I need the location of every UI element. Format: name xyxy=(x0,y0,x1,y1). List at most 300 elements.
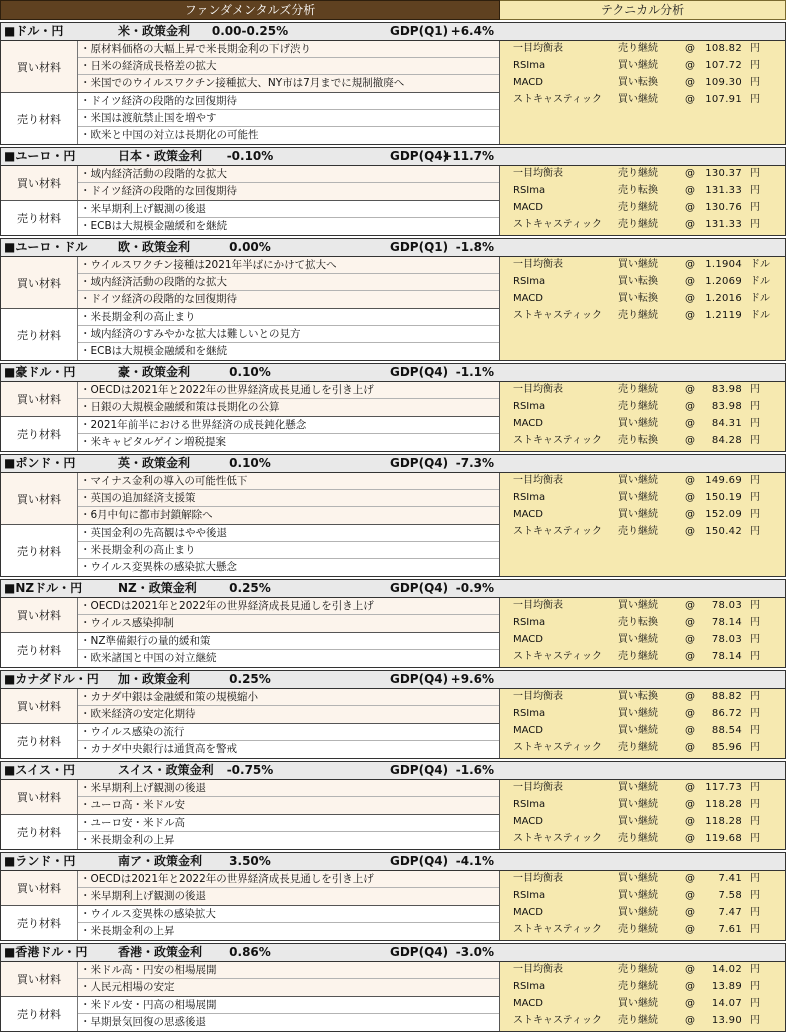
at-sign: @ xyxy=(685,276,695,287)
at-sign: @ xyxy=(685,924,695,935)
indicator-name: ストキャスティック xyxy=(513,219,602,230)
pair-title-row xyxy=(1,454,785,473)
unit-label: 円 xyxy=(750,782,760,793)
sell-factors-label: 売り材料 xyxy=(1,633,78,667)
sell-factors-group xyxy=(1,815,499,849)
gdp-value: -3.0% xyxy=(455,945,494,959)
buy-factors-label: 買い材料 xyxy=(1,689,78,723)
factor-item: ・2021年前半における世界経済の成長鈍化懸念 xyxy=(78,417,499,434)
level-value: 1.2069 xyxy=(705,276,742,287)
unit-label: ドル xyxy=(750,293,770,304)
factor-item: ・マイナス金利の導入の可能性低下 xyxy=(78,473,499,490)
buy-factors-list xyxy=(78,962,499,996)
technical-block xyxy=(500,598,785,667)
currency-pair-section xyxy=(0,670,786,759)
factor-item: ・ウイルスワクチン接種は2021年半ばにかけて拡大へ xyxy=(78,257,499,274)
fundamentals-header: ファンダメンタルズ分析 xyxy=(0,0,500,20)
signal-label: 売り継続 xyxy=(618,43,658,54)
at-sign: @ xyxy=(685,384,695,395)
sell-factors-list xyxy=(78,309,499,360)
factor-item: ・カナダ中央銀行は通貨高を警戒 xyxy=(80,743,237,755)
level-value: 150.42 xyxy=(705,526,742,537)
technical-row xyxy=(500,490,785,507)
sell-factors-list xyxy=(78,815,499,849)
currency-pair-section xyxy=(0,579,786,668)
signal-label: 買い継続 xyxy=(618,60,658,71)
factor-item: ・ドイツ経済の段階的な回復期待 xyxy=(80,185,237,197)
technical-block xyxy=(500,166,785,235)
currency-pair-section xyxy=(0,22,786,145)
level-value: 109.30 xyxy=(705,77,742,88)
level-value: 78.03 xyxy=(711,634,742,645)
level-value: 7.47 xyxy=(718,907,742,918)
policy-rate-value: 0.00-0.25% xyxy=(211,24,289,38)
gdp-label: GDP(Q1) xyxy=(390,240,449,254)
indicator-name: ストキャスティック xyxy=(513,94,602,105)
buy-factors-group xyxy=(1,473,499,525)
gdp-value: -7.3% xyxy=(455,456,494,470)
pair-title-row xyxy=(1,22,785,41)
technical-row xyxy=(500,274,785,291)
technical-row xyxy=(500,291,785,308)
technical-row xyxy=(500,399,785,416)
factor-item: ・米長期金利の上昇 xyxy=(80,834,175,846)
pair-body xyxy=(1,689,785,759)
technical-row xyxy=(500,689,785,706)
sell-factors-label: 売り材料 xyxy=(1,906,78,940)
indicator-name: MACD xyxy=(513,509,543,520)
signal-label: 買い継続 xyxy=(618,418,658,429)
technical-row xyxy=(500,905,785,922)
signal-label: 売り転換 xyxy=(618,435,658,446)
indicator-name: 一目均衡表 xyxy=(513,600,563,611)
sell-factors-list xyxy=(78,93,499,144)
technical-row xyxy=(500,200,785,217)
pair-title-row xyxy=(1,761,785,780)
at-sign: @ xyxy=(685,725,695,736)
technical-row xyxy=(500,75,785,92)
unit-label: 円 xyxy=(750,418,760,429)
at-sign: @ xyxy=(685,202,695,213)
technical-row xyxy=(500,41,785,58)
sell-factors-group xyxy=(1,633,499,667)
technical-row xyxy=(500,888,785,905)
sell-factors-label: 売り材料 xyxy=(1,997,78,1031)
at-sign: @ xyxy=(685,1015,695,1026)
fundamentals-block xyxy=(1,473,500,576)
currency-pair-section xyxy=(0,454,786,577)
technical-row xyxy=(500,473,785,490)
level-value: 149.69 xyxy=(705,475,742,486)
factor-item: ・ドイツ経済の段階的な回復期待 xyxy=(80,293,237,305)
buy-factors-list xyxy=(78,473,499,524)
signal-label: 買い継続 xyxy=(618,509,658,520)
at-sign: @ xyxy=(685,219,695,230)
buy-factors-label: 買い材料 xyxy=(1,257,78,308)
indicator-name: RSIma xyxy=(513,708,546,719)
technical-row xyxy=(500,524,785,541)
at-sign: @ xyxy=(685,475,695,486)
currency-pair-list xyxy=(0,22,786,1032)
factor-item: ・ウイルス感染抑制 xyxy=(80,617,174,629)
currency-pair-section xyxy=(0,943,786,1032)
gdp-value: +9.6% xyxy=(450,672,494,686)
buy-factors-group xyxy=(1,780,499,815)
unit-label: 円 xyxy=(750,873,760,884)
level-value: 152.09 xyxy=(705,509,742,520)
indicator-name: RSIma xyxy=(513,799,546,810)
technical-row xyxy=(500,257,785,274)
indicator-name: 一目均衡表 xyxy=(513,873,563,884)
signal-label: 売り継続 xyxy=(618,924,658,935)
factor-item: ・欧米諸国と中国の対立継続 xyxy=(80,652,217,664)
factor-item: ・ECBは大規模金融緩和を継続 xyxy=(80,220,228,232)
unit-label: 円 xyxy=(750,742,760,753)
unit-label: 円 xyxy=(750,43,760,54)
at-sign: @ xyxy=(685,833,695,844)
indicator-name: ストキャスティック xyxy=(513,924,602,935)
factor-item: ・米早期利上げ観測の後退 xyxy=(78,780,499,797)
indicator-name: ストキャスティック xyxy=(513,742,602,753)
indicator-name: 一目均衡表 xyxy=(513,43,563,54)
indicator-name: MACD xyxy=(513,418,543,429)
gdp-value: -1.6% xyxy=(455,763,494,777)
pair-name: ■香港ドル・円 xyxy=(4,945,88,959)
gdp-label: GDP(Q4) xyxy=(390,763,449,777)
policy-rate-value: 0.86% xyxy=(229,945,271,959)
technical-row xyxy=(500,308,785,325)
signal-label: 買い転換 xyxy=(618,77,658,88)
technical-row xyxy=(500,797,785,814)
signal-label: 売り継続 xyxy=(618,742,658,753)
buy-factors-list xyxy=(78,166,499,200)
level-value: 1.1904 xyxy=(705,259,742,270)
at-sign: @ xyxy=(685,651,695,662)
indicator-name: RSIma xyxy=(513,890,546,901)
level-value: 117.73 xyxy=(705,782,742,793)
sell-factors-group xyxy=(1,997,499,1031)
level-value: 7.41 xyxy=(718,873,742,884)
signal-label: 買い継続 xyxy=(618,816,658,827)
signal-label: 買い継続 xyxy=(618,634,658,645)
signal-label: 買い転換 xyxy=(618,293,658,304)
technical-row xyxy=(500,780,785,797)
factor-item: ・英国の追加経済支援策 xyxy=(78,490,499,507)
pair-body xyxy=(1,962,785,1032)
factor-item: ・OECDは2021年と2022年の世界経済成長見通しを引き上げ xyxy=(78,382,499,399)
sell-factors-group xyxy=(1,93,499,144)
level-value: 107.91 xyxy=(705,94,742,105)
pair-body xyxy=(1,41,785,145)
fundamentals-block xyxy=(1,962,500,1031)
signal-label: 買い転換 xyxy=(618,691,658,702)
indicator-name: MACD xyxy=(513,202,543,213)
policy-rate-value: -0.10% xyxy=(226,149,274,163)
signal-label: 買い継続 xyxy=(618,890,658,901)
signal-label: 買い転換 xyxy=(618,276,658,287)
buy-factors-list xyxy=(78,382,499,416)
indicator-name: ストキャスティック xyxy=(513,526,602,537)
signal-label: 買い継続 xyxy=(618,782,658,793)
factor-item: ・米長期金利の上昇 xyxy=(80,925,175,937)
buy-factors-label: 買い材料 xyxy=(1,598,78,632)
factor-item: ・ユーロ高・米ドル安 xyxy=(80,799,185,811)
at-sign: @ xyxy=(685,60,695,71)
indicator-name: 一目均衡表 xyxy=(513,691,563,702)
buy-factors-list xyxy=(78,598,499,632)
pair-body xyxy=(1,473,785,577)
technical-block xyxy=(500,473,785,576)
unit-label: ドル xyxy=(750,310,770,321)
signal-label: 買い継続 xyxy=(618,94,658,105)
buy-factors-label: 買い材料 xyxy=(1,962,78,996)
policy-rate-label: 米・政策金利 xyxy=(118,24,191,38)
at-sign: @ xyxy=(685,617,695,628)
sell-factors-label: 売り材料 xyxy=(1,417,78,451)
level-value: 14.02 xyxy=(711,964,742,975)
signal-label: 売り継続 xyxy=(618,219,658,230)
factor-item: ・原材料価格の大幅上昇で米長期金利の下げ渋り xyxy=(78,41,499,58)
signal-label: 売り継続 xyxy=(618,964,658,975)
fundamentals-block xyxy=(1,382,500,451)
policy-rate-label: 欧・政策金利 xyxy=(118,240,191,254)
level-value: 108.82 xyxy=(705,43,742,54)
pair-name: ■豪ドル・円 xyxy=(4,365,76,379)
factor-item: ・米長期金利の高止まり xyxy=(78,542,499,559)
at-sign: @ xyxy=(685,185,695,196)
gdp-label: GDP(Q4) xyxy=(390,365,449,379)
level-value: 1.2016 xyxy=(705,293,742,304)
unit-label: 円 xyxy=(750,617,760,628)
signal-label: 買い継続 xyxy=(618,492,658,503)
sell-factors-group xyxy=(1,906,499,940)
factor-item: ・欧米経済の安定化期待 xyxy=(80,708,196,720)
pair-body xyxy=(1,257,785,361)
level-value: 7.61 xyxy=(718,924,742,935)
factor-item: ・日銀の大規模金融緩和策は長期化の公算 xyxy=(80,401,280,413)
at-sign: @ xyxy=(685,782,695,793)
sell-factors-label: 売り材料 xyxy=(1,525,78,576)
buy-factors-list xyxy=(78,41,499,92)
indicator-name: RSIma xyxy=(513,617,546,628)
technical-row xyxy=(500,1013,785,1030)
unit-label: 円 xyxy=(750,998,760,1009)
at-sign: @ xyxy=(685,492,695,503)
fundamentals-block xyxy=(1,257,500,360)
technical-row xyxy=(500,598,785,615)
technical-row xyxy=(500,922,785,939)
sell-factors-list xyxy=(78,417,499,451)
at-sign: @ xyxy=(685,77,695,88)
technical-row xyxy=(500,723,785,740)
technical-row xyxy=(500,183,785,200)
pair-title-row xyxy=(1,852,785,871)
indicator-name: RSIma xyxy=(513,401,546,412)
signal-label: 売り継続 xyxy=(618,526,658,537)
technical-row xyxy=(500,615,785,632)
technical-row xyxy=(500,979,785,996)
pair-name: ■ユーロ・ドル xyxy=(4,240,88,254)
gdp-value: -1.1% xyxy=(455,365,494,379)
gdp-value: +11.7% xyxy=(442,149,494,163)
sell-factors-label: 売り材料 xyxy=(1,93,78,144)
level-value: 1.2119 xyxy=(705,310,742,321)
technical-block xyxy=(500,382,785,451)
report-header xyxy=(0,0,786,20)
technical-row xyxy=(500,217,785,234)
technical-row xyxy=(500,166,785,183)
signal-label: 売り継続 xyxy=(618,401,658,412)
unit-label: 円 xyxy=(750,401,760,412)
indicator-name: RSIma xyxy=(513,185,546,196)
at-sign: @ xyxy=(685,873,695,884)
factor-item: ・ユーロ安・米ドル高 xyxy=(78,815,499,832)
signal-label: 買い継続 xyxy=(618,799,658,810)
technical-row xyxy=(500,649,785,666)
unit-label: 円 xyxy=(750,492,760,503)
level-value: 131.33 xyxy=(705,185,742,196)
buy-factors-label: 買い材料 xyxy=(1,780,78,814)
policy-rate-value: 3.50% xyxy=(229,854,271,868)
buy-factors-label: 買い材料 xyxy=(1,41,78,92)
policy-rate-value: 0.00% xyxy=(229,240,271,254)
level-value: 84.31 xyxy=(711,418,742,429)
unit-label: ドル xyxy=(750,276,770,287)
technical-block xyxy=(500,962,785,1031)
signal-label: 買い継続 xyxy=(618,998,658,1009)
policy-rate-value: 0.10% xyxy=(229,365,271,379)
unit-label: 円 xyxy=(750,924,760,935)
level-value: 130.37 xyxy=(705,168,742,179)
buy-factors-label: 買い材料 xyxy=(1,871,78,905)
currency-pair-section xyxy=(0,147,786,236)
level-value: 13.89 xyxy=(711,981,742,992)
signal-label: 買い継続 xyxy=(618,873,658,884)
policy-rate-value: 0.10% xyxy=(229,456,271,470)
technical-row xyxy=(500,706,785,723)
factor-item: ・ECBは大規模金融緩和を継続 xyxy=(80,345,228,357)
unit-label: 円 xyxy=(750,435,760,446)
pair-title-row xyxy=(1,147,785,166)
buy-factors-group xyxy=(1,382,499,417)
factor-item: ・NZ準備銀行の量的緩和策 xyxy=(78,633,499,650)
indicator-name: RSIma xyxy=(513,981,546,992)
level-value: 84.28 xyxy=(711,435,742,446)
level-value: 78.03 xyxy=(711,600,742,611)
unit-label: 円 xyxy=(750,890,760,901)
sell-factors-label: 売り材料 xyxy=(1,724,78,758)
sell-factors-label: 売り材料 xyxy=(1,815,78,849)
at-sign: @ xyxy=(685,168,695,179)
policy-rate-label: 豪・政策金利 xyxy=(118,365,191,379)
policy-rate-value: -0.75% xyxy=(226,763,274,777)
factor-item: ・人民元相場の安定 xyxy=(80,981,175,993)
buy-factors-group xyxy=(1,689,499,724)
indicator-name: MACD xyxy=(513,998,543,1009)
at-sign: @ xyxy=(685,435,695,446)
pair-name: ■カナダドル・円 xyxy=(4,672,99,686)
technical-row xyxy=(500,632,785,649)
pair-title-row xyxy=(1,238,785,257)
policy-rate-label: 英・政策金利 xyxy=(118,456,191,470)
sell-factors-list xyxy=(78,525,499,576)
policy-rate-label: 南ア・政策金利 xyxy=(118,854,203,868)
factor-item: ・OECDは2021年と2022年の世界経済成長見通しを引き上げ xyxy=(78,598,499,615)
pair-name: ■スイス・円 xyxy=(4,763,75,777)
gdp-label: GDP(Q4) xyxy=(390,945,449,959)
at-sign: @ xyxy=(685,799,695,810)
currency-pair-section xyxy=(0,238,786,361)
pair-title-row xyxy=(1,579,785,598)
level-value: 85.96 xyxy=(711,742,742,753)
unit-label: 円 xyxy=(750,816,760,827)
at-sign: @ xyxy=(685,259,695,270)
factor-item: ・域内経済活動の段階的な拡大 xyxy=(78,166,499,183)
signal-label: 売り継続 xyxy=(618,651,658,662)
pair-name: ■NZドル・円 xyxy=(4,581,83,595)
factor-item: ・英国金利の先高観はやや後退 xyxy=(78,525,499,542)
indicator-name: MACD xyxy=(513,725,543,736)
policy-rate-value: 0.25% xyxy=(229,672,271,686)
factor-item: ・域内経済のすみやかな拡大は難しいとの見方 xyxy=(78,326,499,343)
technical-row xyxy=(500,871,785,888)
level-value: 150.19 xyxy=(705,492,742,503)
indicator-name: 一目均衡表 xyxy=(513,168,563,179)
fundamentals-block xyxy=(1,871,500,940)
factor-item: ・ウイルス変異株の感染拡大懸念 xyxy=(80,561,237,573)
buy-factors-group xyxy=(1,257,499,309)
indicator-name: MACD xyxy=(513,816,543,827)
technical-row xyxy=(500,416,785,433)
factor-item: ・カナダ中銀は金融緩和策の規模縮小 xyxy=(78,689,499,706)
buy-factors-group xyxy=(1,962,499,997)
unit-label: 円 xyxy=(750,60,760,71)
unit-label: 円 xyxy=(750,833,760,844)
unit-label: 円 xyxy=(750,1015,760,1026)
technical-row xyxy=(500,382,785,399)
factor-item: ・米国は渡航禁止国を増やす xyxy=(78,110,499,127)
level-value: 130.76 xyxy=(705,202,742,213)
currency-pair-section xyxy=(0,363,786,452)
at-sign: @ xyxy=(685,964,695,975)
factor-item: ・米ドル安・円高の相場展開 xyxy=(78,997,499,1014)
unit-label: 円 xyxy=(750,691,760,702)
signal-label: 売り継続 xyxy=(618,168,658,179)
sell-factors-group xyxy=(1,417,499,451)
sell-factors-list xyxy=(78,201,499,235)
buy-factors-list xyxy=(78,871,499,905)
fundamentals-block xyxy=(1,41,500,144)
sell-factors-label: 売り材料 xyxy=(1,309,78,360)
pair-body xyxy=(1,780,785,850)
fundamentals-block xyxy=(1,780,500,849)
policy-rate-label: 香港・政策金利 xyxy=(118,945,203,959)
policy-rate-label: 加・政策金利 xyxy=(118,672,191,686)
at-sign: @ xyxy=(685,907,695,918)
signal-label: 買い継続 xyxy=(618,725,658,736)
signal-label: 売り転換 xyxy=(618,185,658,196)
buy-factors-group xyxy=(1,41,499,93)
level-value: 118.28 xyxy=(705,816,742,827)
pair-name: ■ユーロ・円 xyxy=(4,149,76,163)
indicator-name: ストキャスティック xyxy=(513,310,602,321)
technical-row xyxy=(500,740,785,757)
sell-factors-list xyxy=(78,724,499,758)
at-sign: @ xyxy=(685,43,695,54)
indicator-name: 一目均衡表 xyxy=(513,259,563,270)
fundamentals-block xyxy=(1,689,500,758)
unit-label: 円 xyxy=(750,600,760,611)
